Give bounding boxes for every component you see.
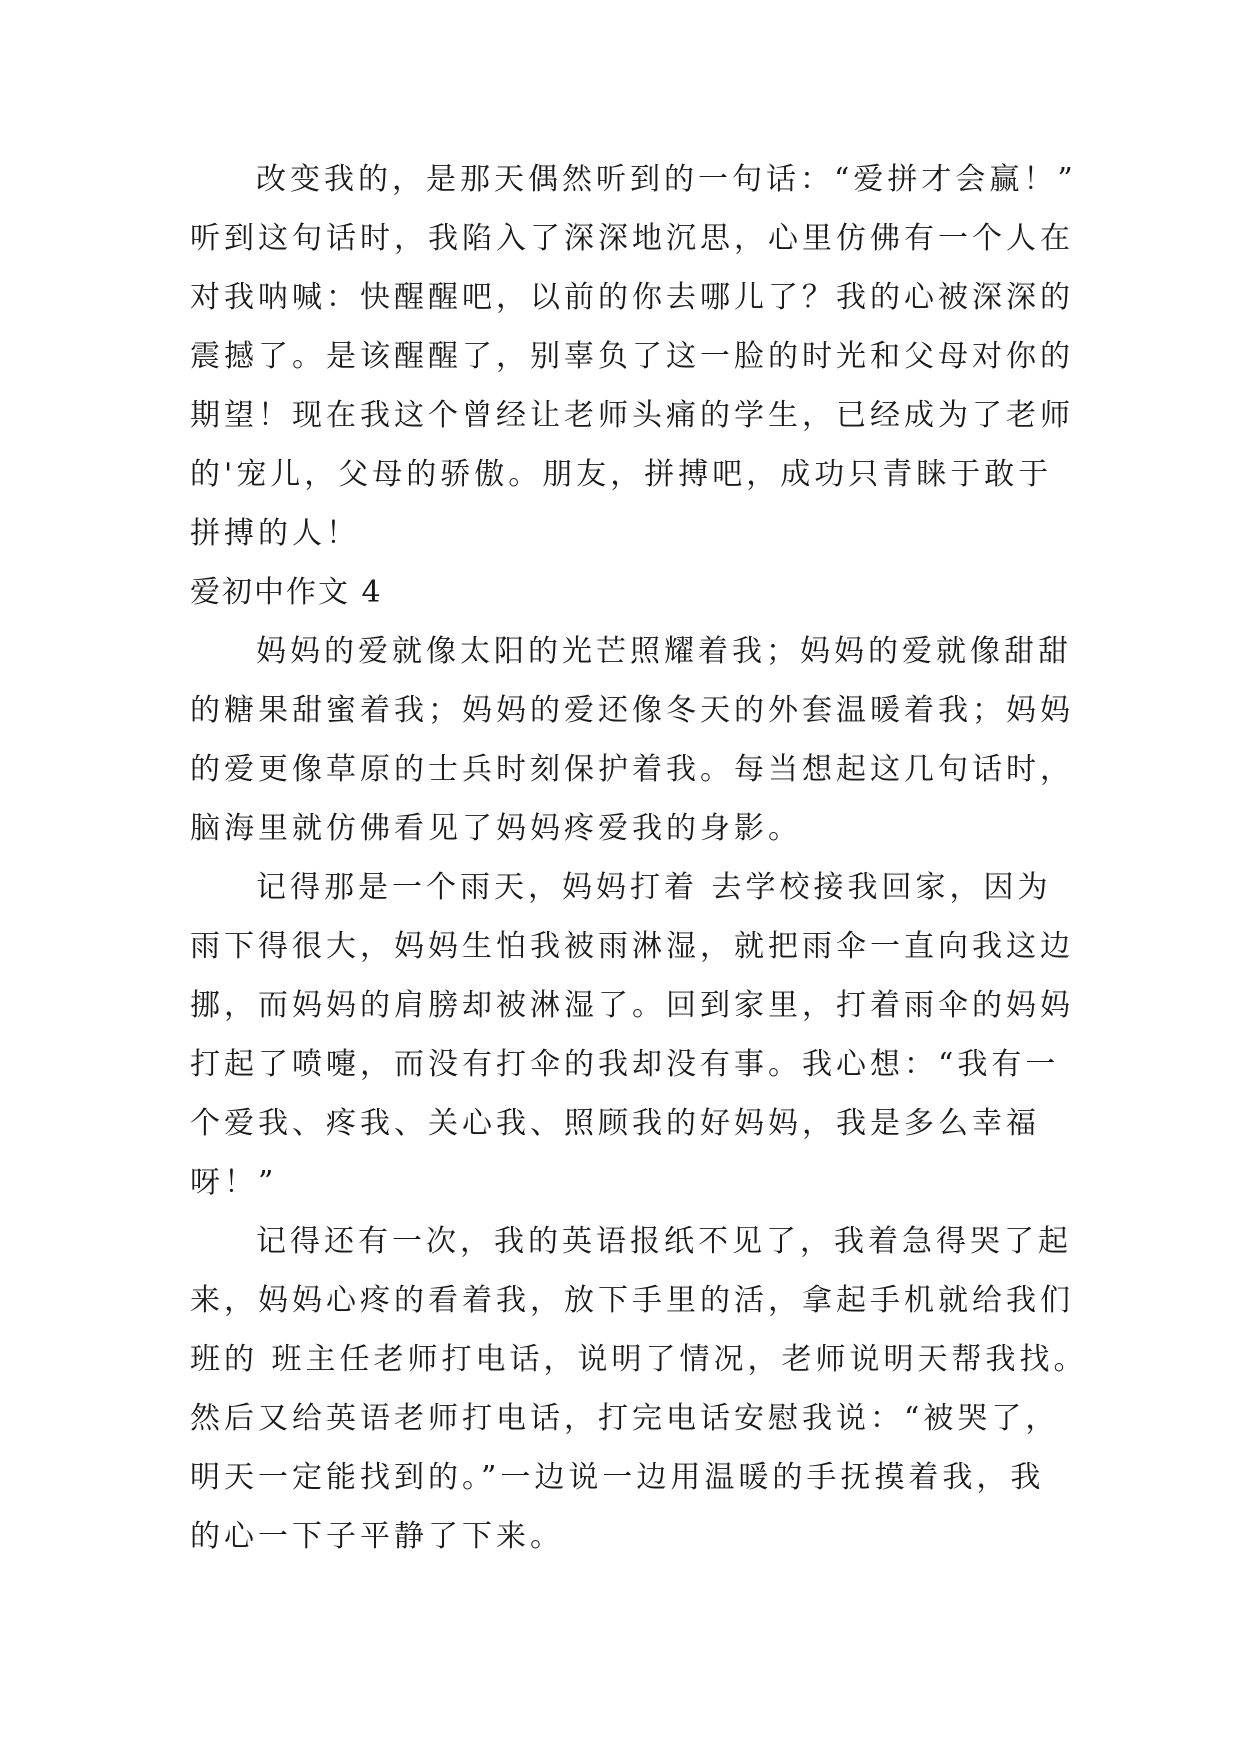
paragraph-line: 的'宠儿，父母的骄傲。朋友，拼搏吧，成功只青睐于敢于 [190,457,1053,492]
paragraph-line: 雨下得很大，妈妈生怕我被雨淋湿，就把雨伞一直向我这边 [190,929,1074,964]
paragraph-line: 来，妈妈心疼的看着我，放下手里的活，拿起手机就给我们 [190,1283,1074,1318]
document-body [190,150,1088,1566]
paragraph-line: 的心一下子平静了下来。 [190,1519,564,1554]
paragraph-line: 个爱我、疼我、关心我、照顾我的好妈妈，我是多么幸福 [190,1106,1040,1141]
paragraph-line: 挪，而妈妈的肩膀却被淋湿了。回到家里，打着雨伞的妈妈 [190,988,1074,1023]
paragraph-line: 打起了喷嚏，而没有打伞的我却没有事。我心想：“我有一 [190,1047,1060,1082]
paragraph-line: 呀！” [190,1165,278,1200]
paragraph-line: 记得还有一次，我的英语报纸不见了，我着急得哭了起 [256,1224,1072,1259]
paragraph-line: 脑海里就仿佛看见了妈妈疼爱我的身影。 [190,811,802,846]
paragraph-line: 听到这句话时，我陷入了深深地沉思，心里仿佛有一个人在 [190,221,1074,256]
paragraph-line: 拼搏的人！ [190,516,360,551]
paragraph-line: 的爱更像草原的士兵时刻保护着我。每当想起这几句话时， [190,752,1074,787]
paragraph-line: 班的 班主任老师打电话，说明了情况，老师说明天帮我找。 [190,1342,1088,1377]
paragraph-line: 然后又给英语老师打电话，打完电话安慰我说：“被哭了， [190,1401,1060,1436]
paragraph-line: 妈妈的爱就像太阳的光芒照耀着我；妈妈的爱就像甜甜 [256,634,1072,669]
paragraph-line: 对我呐喊：快醒醒吧，以前的你去哪儿了？我的心被深深的 [190,280,1074,315]
paragraph-line: 改变我的，是那天偶然听到的一句话：“爱拼才会赢！” [256,162,1077,197]
section-heading: 爱初中作文 4 [190,575,383,610]
paragraph-line: 震撼了。是该醒醒了，别辜负了这一脸的时光和父母对你的 [190,339,1074,374]
paragraph-line: 期望！现在我这个曾经让老师头痛的学生，已经成为了老师 [190,398,1074,433]
paragraph-line: 明天一定能找到的。”一边说一边用温暖的手抚摸着我，我 [190,1460,1045,1495]
paragraph-line: 记得那是一个雨天，妈妈打着 去学校接我回家，因为 [256,870,1052,905]
paragraph-line: 的糖果甜蜜着我；妈妈的爱还像冬天的外套温暖着我；妈妈 [190,693,1074,728]
